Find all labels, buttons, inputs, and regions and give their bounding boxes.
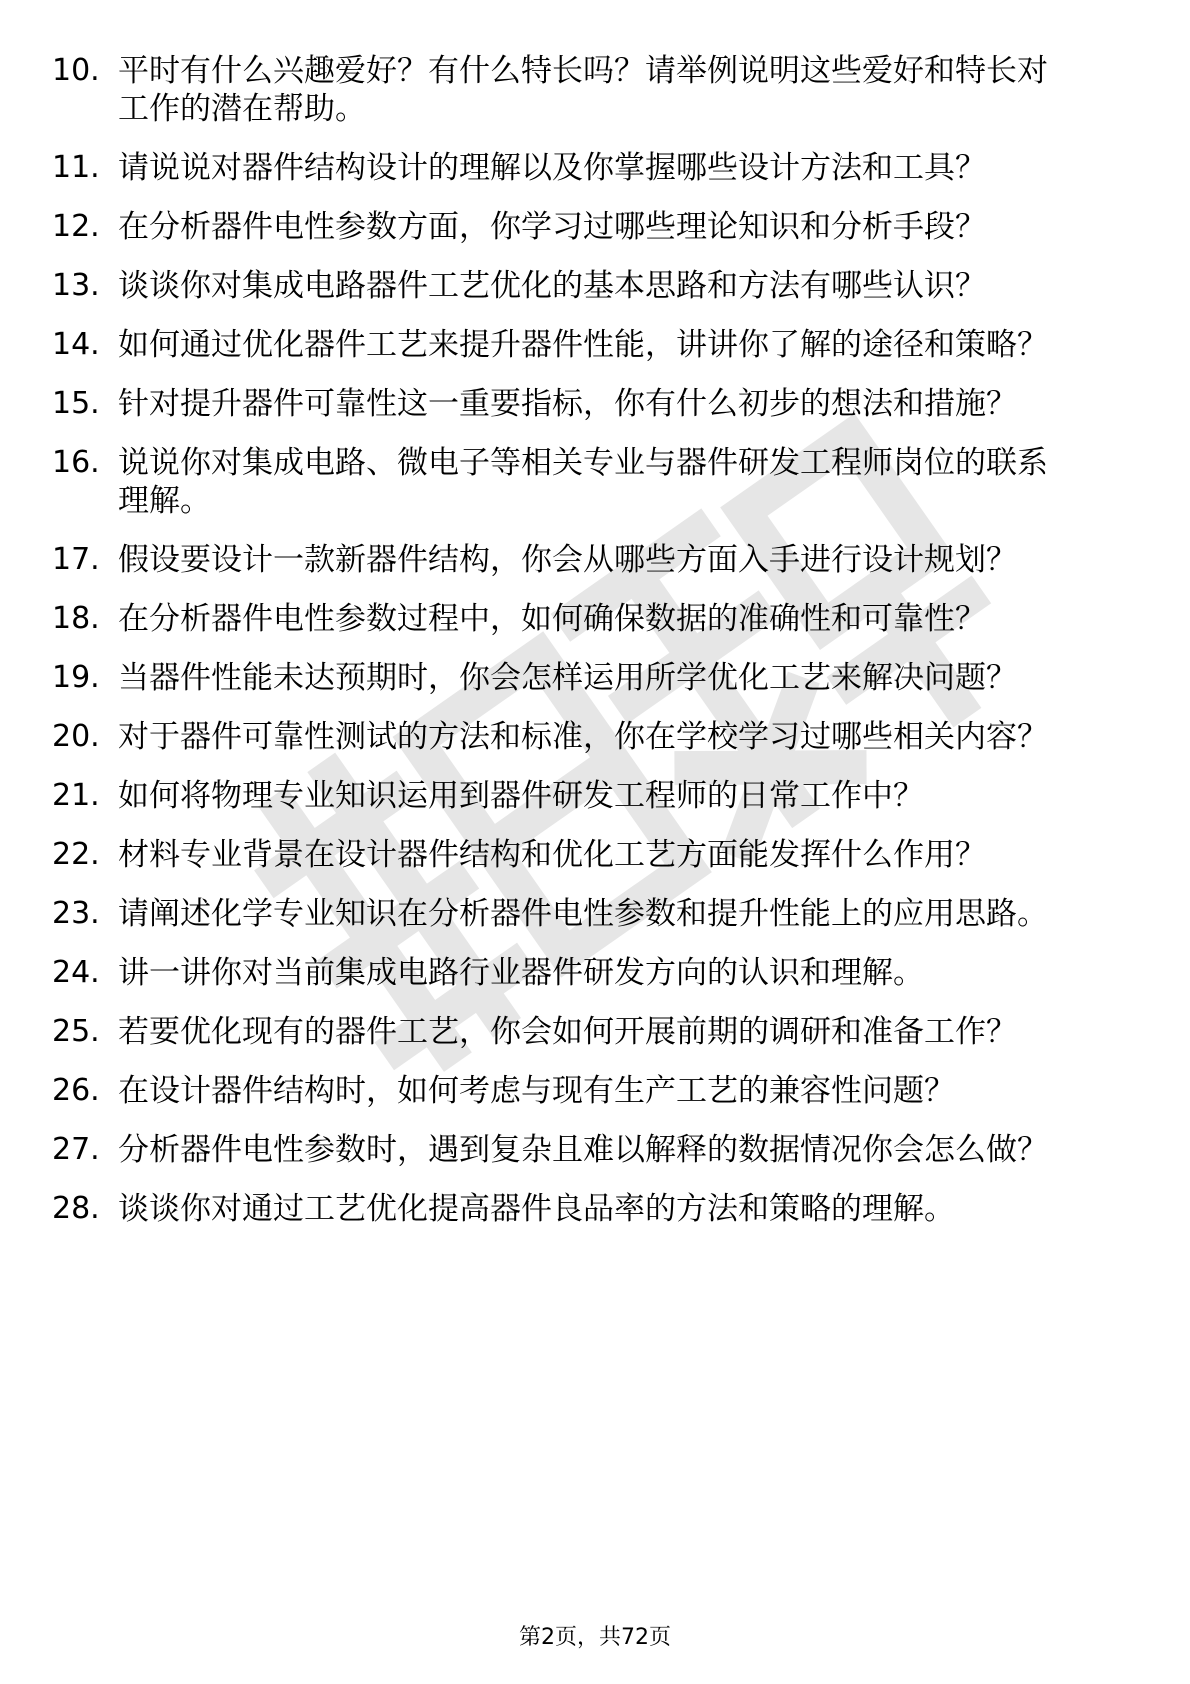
- question-number: 11.: [52, 150, 100, 185]
- question-text: 请阐述化学专业知识在分析器件电性参数和提升性能上的应用思路。: [118, 896, 1048, 932]
- question-number: 24.: [52, 955, 100, 990]
- question-item: [0, 836, 1190, 874]
- question-number: 19.: [52, 660, 100, 695]
- question-text: 分析器件电性参数时，遇到复杂且难以解释的数据情况你会怎么做？: [118, 1132, 1048, 1168]
- question-text: 材料专业背景在设计器件结构和优化工艺方面能发挥什么作用？: [118, 837, 986, 873]
- question-item: [0, 267, 1190, 305]
- question-number: 21.: [52, 778, 100, 813]
- question-number: 28.: [52, 1191, 100, 1226]
- question-number: 18.: [52, 601, 100, 636]
- question-number: 26.: [52, 1073, 100, 1108]
- question-number: 27.: [52, 1132, 100, 1167]
- question-text: 谈谈你对通过工艺优化提高器件良品率的方法和策略的理解。: [118, 1191, 955, 1227]
- question-text: 如何将物理专业知识运用到器件研发工程师的日常工作中？: [118, 778, 924, 814]
- question-number: 10.: [52, 53, 100, 88]
- question-text: 谈谈你对集成电路器件工艺优化的基本思路和方法有哪些认识？: [118, 268, 986, 304]
- question-text: 对于器件可靠性测试的方法和标准，你在学校学习过哪些相关内容？: [118, 719, 1048, 755]
- question-number: 17.: [52, 542, 100, 577]
- question-item: [0, 1190, 1190, 1228]
- question-text: 当器件性能未达预期时，你会怎样运用所学优化工艺来解决问题？: [118, 660, 1017, 696]
- question-text: 讲一讲你对当前集成电路行业器件研发方向的认识和理解。: [118, 955, 924, 991]
- question-text: 若要优化现有的器件工艺，你会如何开展前期的调研和准备工作？: [118, 1014, 1017, 1050]
- question-text: 在分析器件电性参数方面，你学习过哪些理论知识和分析手段？: [118, 209, 986, 245]
- question-number: 20.: [52, 719, 100, 754]
- question-list: [0, 52, 1190, 1249]
- question-number: 22.: [52, 837, 100, 872]
- question-item: [0, 777, 1190, 815]
- question-text: 如何通过优化器件工艺来提升器件性能，讲讲你了解的途径和策略？: [118, 327, 1048, 363]
- question-item: [0, 541, 1190, 579]
- question-item: [0, 444, 1190, 520]
- question-item: [0, 1072, 1190, 1110]
- question-item: [0, 659, 1190, 697]
- question-item: [0, 326, 1190, 364]
- question-item: [0, 1131, 1190, 1169]
- question-text: 说说你对集成电路、微电子等相关专业与器件研发工程师岗位的联系理解。: [118, 445, 1048, 519]
- question-item: [0, 954, 1190, 992]
- question-number: 23.: [52, 896, 100, 931]
- question-number: 13.: [52, 268, 100, 303]
- question-number: 12.: [52, 209, 100, 244]
- question-item: [0, 895, 1190, 933]
- question-text: 平时有什么兴趣爱好？有什么特长吗？请举例说明这些爱好和特长对工作的潜在帮助。: [118, 53, 1048, 127]
- question-number: 16.: [52, 445, 100, 480]
- question-text: 在设计器件结构时，如何考虑与现有生产工艺的兼容性问题？: [118, 1073, 955, 1109]
- question-item: [0, 718, 1190, 756]
- question-item: [0, 52, 1190, 128]
- question-item: [0, 208, 1190, 246]
- question-text: 在分析器件电性参数过程中，如何确保数据的准确性和可靠性？: [118, 601, 986, 637]
- question-text: 针对提升器件可靠性这一重要指标，你有什么初步的想法和措施？: [118, 386, 1017, 422]
- question-item: [0, 1013, 1190, 1051]
- question-text: 请说说对器件结构设计的理解以及你掌握哪些设计方法和工具？: [118, 150, 986, 186]
- question-number: 14.: [52, 327, 100, 362]
- page-number: 第2页，共72页: [519, 1625, 671, 1650]
- question-text: 假设要设计一款新器件结构，你会从哪些方面入手进行设计规划？: [118, 542, 1017, 578]
- question-item: [0, 385, 1190, 423]
- question-number: 25.: [52, 1014, 100, 1049]
- question-item: [0, 600, 1190, 638]
- question-number: 15.: [52, 386, 100, 421]
- question-item: [0, 149, 1190, 187]
